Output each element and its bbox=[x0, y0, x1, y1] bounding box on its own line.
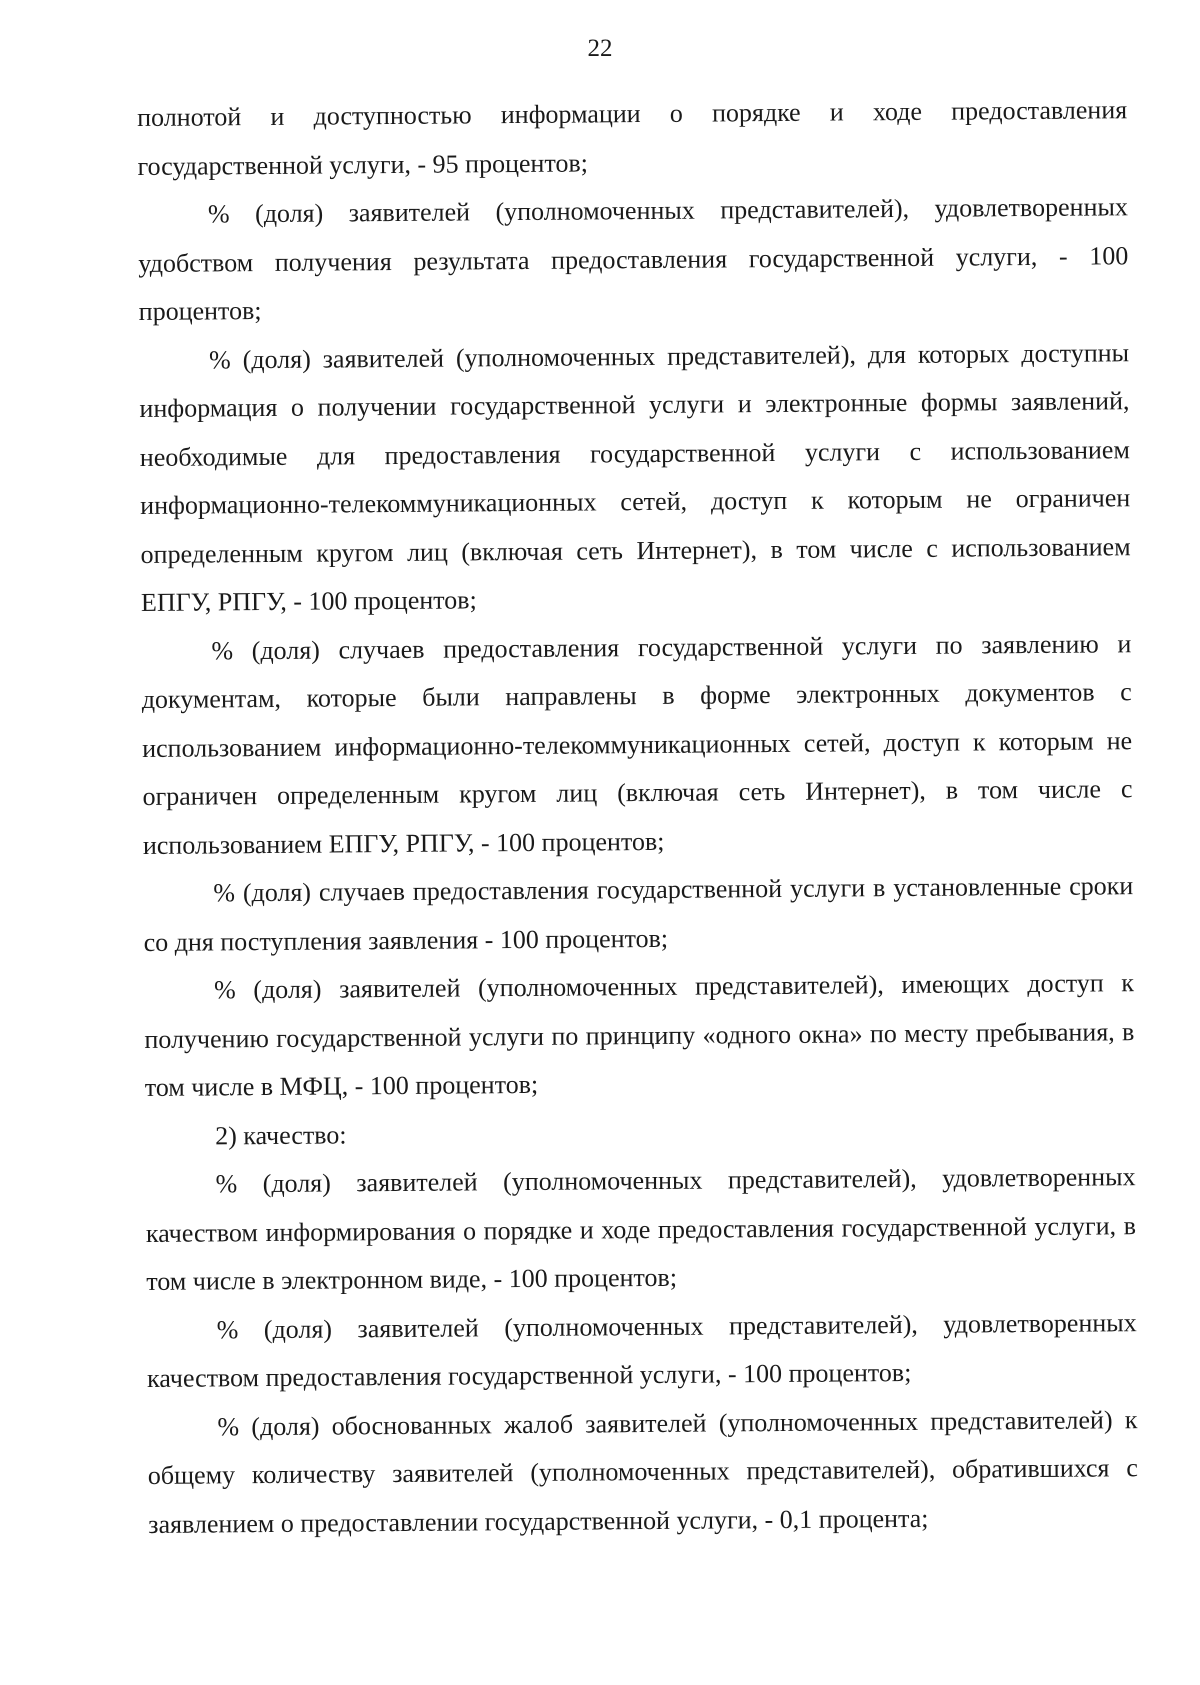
paragraph-deadlines: % (доля) случаев предоставления государственной услуги в установленные сроки со дня поступления заявления - 100 процентов; bbox=[143, 871, 1134, 957]
paragraph-convenience-result: % (доля) заявителей (уполномоченных представителей), удовлетворенных удобством получения результата предоставления государственной услуги, - 100 процентов; bbox=[138, 192, 1129, 326]
paragraph-electronic-forms: % (доля) заявителей (уполномоченных представителей), для которых доступны информация о получении государственной услуги и электронные формы заявлений, необходимые для предоставления государственной услуги с использованием информационно-телекоммуникационных сетей, доступ к которым не ограничен определенным кругом лиц (включая сеть Интернет), в том числе с использованием ЕПГУ, РПГУ, - 100 процентов; bbox=[139, 337, 1131, 617]
paragraph-quality-heading: 2) качество: bbox=[215, 1119, 347, 1150]
paragraph-complaints: % (доля) обоснованных жалоб заявителей (уполномоченных представителей) к общему количеству заявителей (уполномоченных представителей), обратившихся с заявлением о предоставлении государственной услуги, - 0,1 процента; bbox=[147, 1404, 1138, 1539]
paragraph-one-window: % (доля) заявителей (уполномоченных представителей), имеющих доступ к получению государственной услуги по принципу «одного окна» по месту пребывания, в том числе в МФЦ, - 100 процентов; bbox=[144, 968, 1135, 1102]
page-number: 22 bbox=[587, 35, 613, 62]
paragraph-electronic-documents: % (доля) случаев предоставления государственной услуги по заявлению и документам, которые были направлены в форме электронных документов с использованием информационно-телекоммуникационных сетей, доступ к которым не ограничен определенным кругом лиц (включая сеть Интернет), в том числе с использованием ЕПГУ, РПГУ, - 100 процентов; bbox=[141, 628, 1133, 860]
paragraph-service-quality: % (доля) заявителей (уполномоченных представителей), удовлетворенных качеством предоставления государственной услуги, - 100 процентов; bbox=[146, 1307, 1137, 1393]
paragraph-continuation: полнотой и доступностью информации о порядке и ходе предоставления государственной услуги, - 95 процентов; bbox=[137, 95, 1128, 181]
paragraph-information-quality: % (доля) заявителей (уполномоченных представителей), удовлетворенных качеством информирования о порядке и ходе предоставления государственной услуги, в том числе в электронном виде, - 100 процентов; bbox=[145, 1162, 1137, 1296]
document-body bbox=[137, 86, 1138, 1549]
